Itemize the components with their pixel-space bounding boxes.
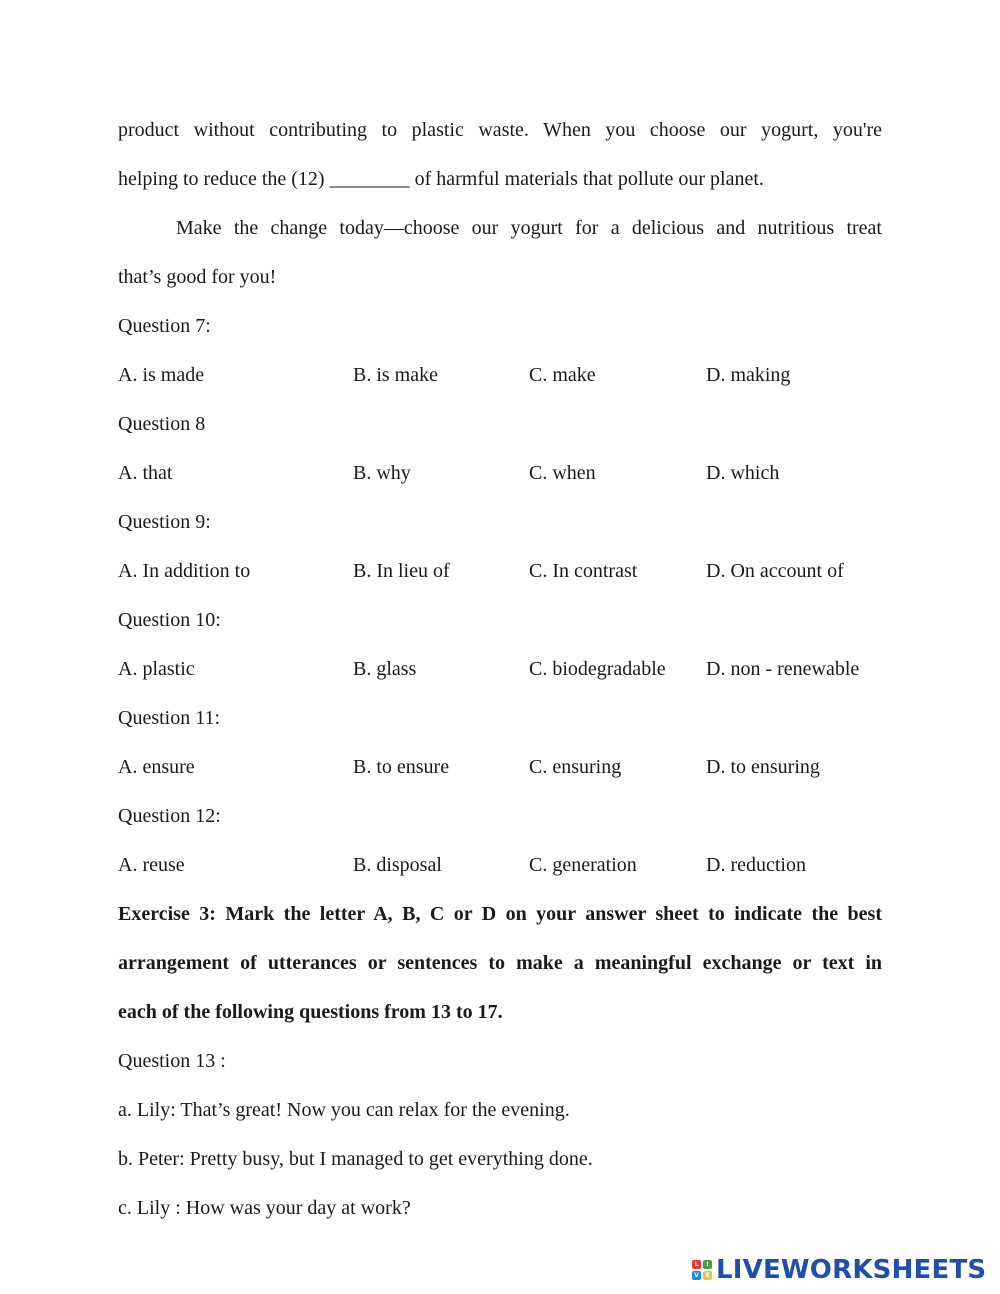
logo-block: I (703, 1260, 712, 1269)
exercise-instruction: Exercise 3: Mark the letter A, B, C or D on your answer sheet to indicate the best (118, 903, 882, 925)
option-a[interactable]: A. ensure (118, 756, 195, 778)
option-b[interactable]: B. is make (353, 364, 438, 386)
option-c[interactable]: C. generation (529, 854, 637, 876)
option-a[interactable]: A. plastic (118, 658, 195, 680)
logo-text: LIVEWORKSHEETS (716, 1255, 987, 1285)
question-label: Question 11: (118, 707, 221, 729)
option-row (118, 743, 882, 792)
option-c[interactable]: C. biodegradable (529, 658, 666, 680)
option-b[interactable]: B. glass (353, 658, 417, 680)
option-b[interactable]: B. In lieu of (353, 560, 450, 582)
option-a[interactable]: A. reuse (118, 854, 185, 876)
dialogue-line: c. Lily : How was your day at work? (118, 1197, 411, 1219)
passage-line: Make the change today—choose our yogurt for a delicious and nutritious treat (176, 217, 882, 239)
option-a[interactable]: A. that (118, 462, 173, 484)
dialogue-line: a. Lily: That’s great! Now you can relax for the evening. (118, 1099, 570, 1121)
option-b[interactable]: B. disposal (353, 854, 442, 876)
logo-icon (692, 1260, 712, 1280)
option-row (118, 841, 882, 890)
liveworksheets-logo (692, 1255, 986, 1285)
logo-block: E (703, 1271, 712, 1280)
option-d[interactable]: D. On account of (706, 560, 844, 582)
option-row (118, 351, 882, 400)
option-d[interactable]: D. which (706, 462, 780, 484)
option-d[interactable]: D. making (706, 364, 791, 386)
option-c[interactable]: C. In contrast (529, 560, 638, 582)
question-label: Question 12: (118, 805, 221, 827)
option-a[interactable]: A. is made (118, 364, 205, 386)
passage-line: product without contributing to plastic waste. When you choose our yogurt, you're (118, 119, 882, 141)
question-label: Question 8 (118, 413, 206, 435)
worksheet-page (118, 106, 882, 1233)
exercise-instruction: arrangement of utterances or sentences to make a meaningful exchange or text in (118, 952, 882, 974)
passage-line: helping to reduce the (12) ________ of harmful materials that pollute our planet. (118, 168, 764, 190)
option-c[interactable]: C. when (529, 462, 596, 484)
option-d[interactable]: D. reduction (706, 854, 806, 876)
option-b[interactable]: B. to ensure (353, 756, 450, 778)
question-label: Question 7: (118, 315, 211, 337)
option-c[interactable]: C. make (529, 364, 596, 386)
option-d[interactable]: D. non - renewable (706, 658, 860, 680)
question-label: Question 13 : (118, 1050, 226, 1072)
option-b[interactable]: B. why (353, 462, 411, 484)
option-row (118, 449, 882, 498)
option-row (118, 645, 882, 694)
option-row (118, 547, 882, 596)
logo-block: L (692, 1260, 701, 1269)
question-label: Question 9: (118, 511, 211, 533)
question-label: Question 10: (118, 609, 221, 631)
option-d[interactable]: D. to ensuring (706, 756, 820, 778)
logo-block: V (692, 1271, 701, 1280)
exercise-instruction: each of the following questions from 13 to 17. (118, 1001, 503, 1023)
passage-line: that’s good for you! (118, 266, 277, 288)
dialogue-line: b. Peter: Pretty busy, but I managed to get everything done. (118, 1148, 593, 1170)
option-c[interactable]: C. ensuring (529, 756, 622, 778)
option-a[interactable]: A. In addition to (118, 560, 251, 582)
